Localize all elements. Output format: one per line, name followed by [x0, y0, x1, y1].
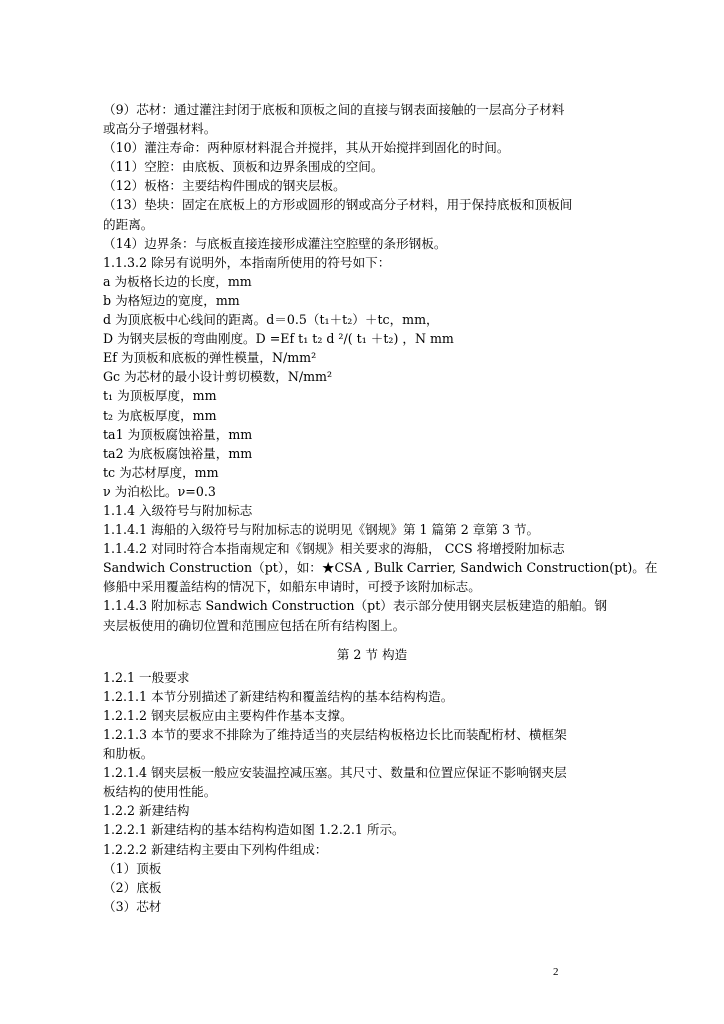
text-line: 板结构的使用性能。	[103, 784, 217, 800]
text-line: 1.1.3.2 除另有说明外，本指南所使用的符号如下：	[103, 254, 391, 270]
text-line: 或高分子增强材料。	[103, 121, 217, 137]
text-line: d 为顶底板中心线间的距离。d＝0.5（t₁＋t₂）＋tc，mm，	[103, 312, 439, 328]
text-line: （1）顶板	[103, 860, 162, 876]
text-line: 1.1.4.2 对同时符合本指南规定和《钢规》相关要求的海船， CCS 将增授附加标志	[103, 541, 565, 557]
text-line: （2）底板	[103, 879, 162, 895]
text-line: （10）灌注寿命：两种原材料混合并搅拌，其从开始搅拌到固化的时间。	[103, 140, 510, 156]
text-line: b 为格短边的宽度，mm	[103, 292, 240, 308]
section-title: 第 2 节 构造	[336, 646, 408, 662]
text-line: 夹层板使用的确切位置和范围应包括在所有结构图上。	[103, 617, 406, 633]
text-line: 1.2.2.2 新建结构主要由下列构件组成：	[103, 841, 328, 857]
text-line: （13）垫块：固定在底板上的方形或圆形的钢或高分子材料，用于保持底板和顶板间	[103, 197, 573, 213]
text-line: ta1 为顶板腐蚀裕量，mm	[103, 426, 253, 442]
text-line: Ef 为顶板和底板的弹性模量，N/mm²	[103, 350, 317, 366]
text-line: 1.1.4.1 海船的入级符号与附加标志的说明见《钢规》第 1 篇第 2 章第 3 节。	[103, 522, 540, 538]
text-line: 1.2.1 一般要求	[103, 669, 190, 685]
text-line: t₁ 为顶板厚度，mm	[103, 388, 217, 404]
text-line: a 为板格长边的长度，mm	[103, 273, 252, 289]
text-line: ta2 为底板腐蚀裕量，mm	[103, 445, 253, 461]
text-line: D 为钢夹层板的弯曲刚度。D =Ef t₁ t₂ d ²/( t₁ ＋t₂) ，N mm	[103, 331, 454, 347]
text-line: tc 为芯材厚度，mm	[103, 464, 219, 480]
text-line: Sandwich Construction（pt），如：★CSA , Bulk Carrier, Sandwich Construction(pt)。在	[103, 560, 658, 576]
text-line: ν 为泊松比。ν=0.3	[103, 483, 216, 499]
text-line: 修船中采用覆盖结构的情况下，如船东申请时，可授予该附加标志。	[103, 579, 481, 595]
text-line: Gc 为芯材的最小设计剪切模数，N/mm²	[103, 369, 333, 385]
text-line: （12）板格：主要结构件围成的钢夹层板。	[103, 178, 346, 194]
text-block-after-section	[103, 668, 641, 916]
document-page	[103, 100, 658, 916]
text-line: 1.2.1.3 本节的要求不排除为了维持适当的夹层结构板格边长比而装配桁材、横框架	[103, 727, 567, 742]
text-line: 1.1.4.3 附加标志 Sandwich Construction（pt）表示部分使用钢夹层板建造的船舶。钢	[103, 598, 607, 614]
text-line: （14）边界条：与底板直接连接形成灌注空腔壁的条形钢板。	[103, 235, 447, 251]
text-line: （11）空腔：由底板、顶板和边界条围成的空间。	[103, 159, 384, 175]
text-line: 1.2.2.1 新建结构的基本结构构造如图 1.2.2.1 所示。	[103, 822, 405, 838]
text-line: 1.2.2 新建结构	[103, 803, 190, 819]
page-number: 2	[553, 966, 559, 978]
text-line: 1.1.4 入级符号与附加标志	[103, 502, 253, 518]
text-line: 的距离。	[103, 216, 154, 232]
text-line: 1.2.1.4 钢夹层板一般应安装温控减压塞。其尺寸、数量和位置应保证不影响钢夹层	[103, 765, 567, 781]
text-line: 1.2.1.1 本节分别描述了新建结构和覆盖结构的基本结构构造。	[103, 688, 454, 704]
text-line: （9）芯材：通过灌注封闭于底板和顶板之间的直接与钢表面接触的一层高分子材料	[103, 102, 565, 117]
text-line: 和肋板。	[103, 746, 154, 762]
text-line: t₂ 为底板厚度，mm	[103, 407, 217, 423]
text-line: （3）芯材	[103, 898, 162, 914]
text-line: 1.2.1.2 钢夹层板应由主要构件作基本支撑。	[103, 707, 353, 723]
text-block-before-section	[103, 100, 658, 635]
